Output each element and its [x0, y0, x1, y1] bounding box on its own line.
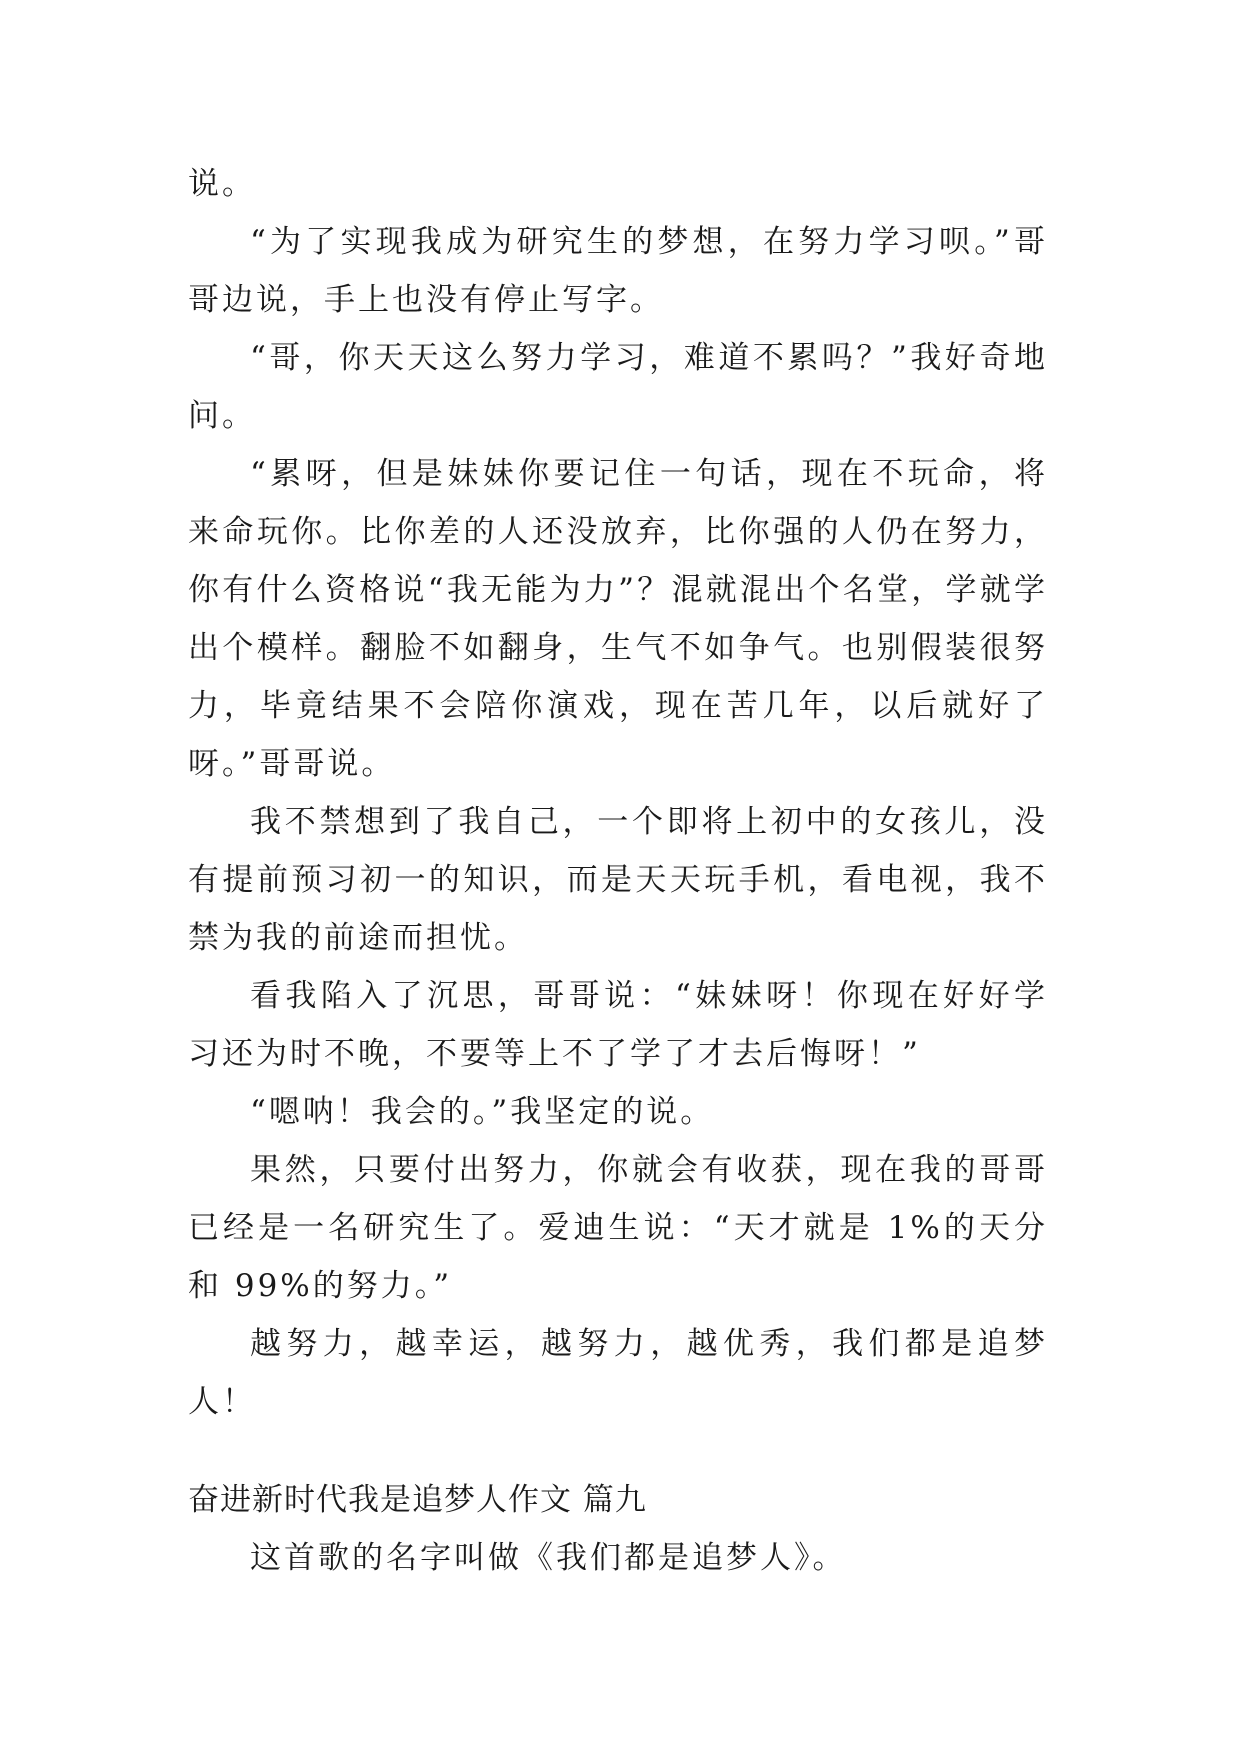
- paragraph: “哥，你天天这么努力学习，难道不累吗？”我好奇地问。: [188, 340, 1048, 434]
- paragraph: “为了实现我成为研究生的梦想，在努力学习呗。”哥哥边说，手上也没有停止写字。: [188, 224, 1048, 318]
- paragraph: “累呀，但是妹妹你要记住一句话，现在不玩命，将来命玩你。比你差的人还没放弃，比你强的人仍在努力，你有什么资格说“我无能为力”？混就混出个名堂，学就学出个模样。翻脸不如翻身，生气不如争气。也别假装很努力，毕竟结果不会陪你演戏，现在苦几年，以后就好了呀。”哥哥说。: [188, 456, 1048, 782]
- document-body: [188, 155, 1048, 1587]
- paragraph: “嗯呐！我会的。”我坚定的说。: [250, 1094, 715, 1130]
- paragraph: 果然，只要付出努力，你就会有收获，现在我的哥哥已经是一名研究生了。爱迪生说：“天才就是 1%的天分和 99%的努力。”: [188, 1152, 1048, 1304]
- paragraph: 我不禁想到了我自己，一个即将上初中的女孩儿，没有提前预习初一的知识，而是天天玩手机，看电视，我不禁为我的前途而担忧。: [188, 804, 1048, 956]
- paragraph-continuation: 说。: [188, 166, 256, 202]
- paragraph: 越努力，越幸运，越努力，越优秀，我们都是追梦人！: [188, 1326, 1048, 1420]
- section-heading: 奋进新时代我是追梦人作文 篇九: [188, 1482, 647, 1518]
- paragraph: 看我陷入了沉思，哥哥说：“妹妹呀！你现在好好学习还为时不晚，不要等上不了学了才去后悔呀！”: [188, 978, 1048, 1072]
- paragraph: 这首歌的名字叫做《我们都是追梦人》。: [250, 1540, 847, 1576]
